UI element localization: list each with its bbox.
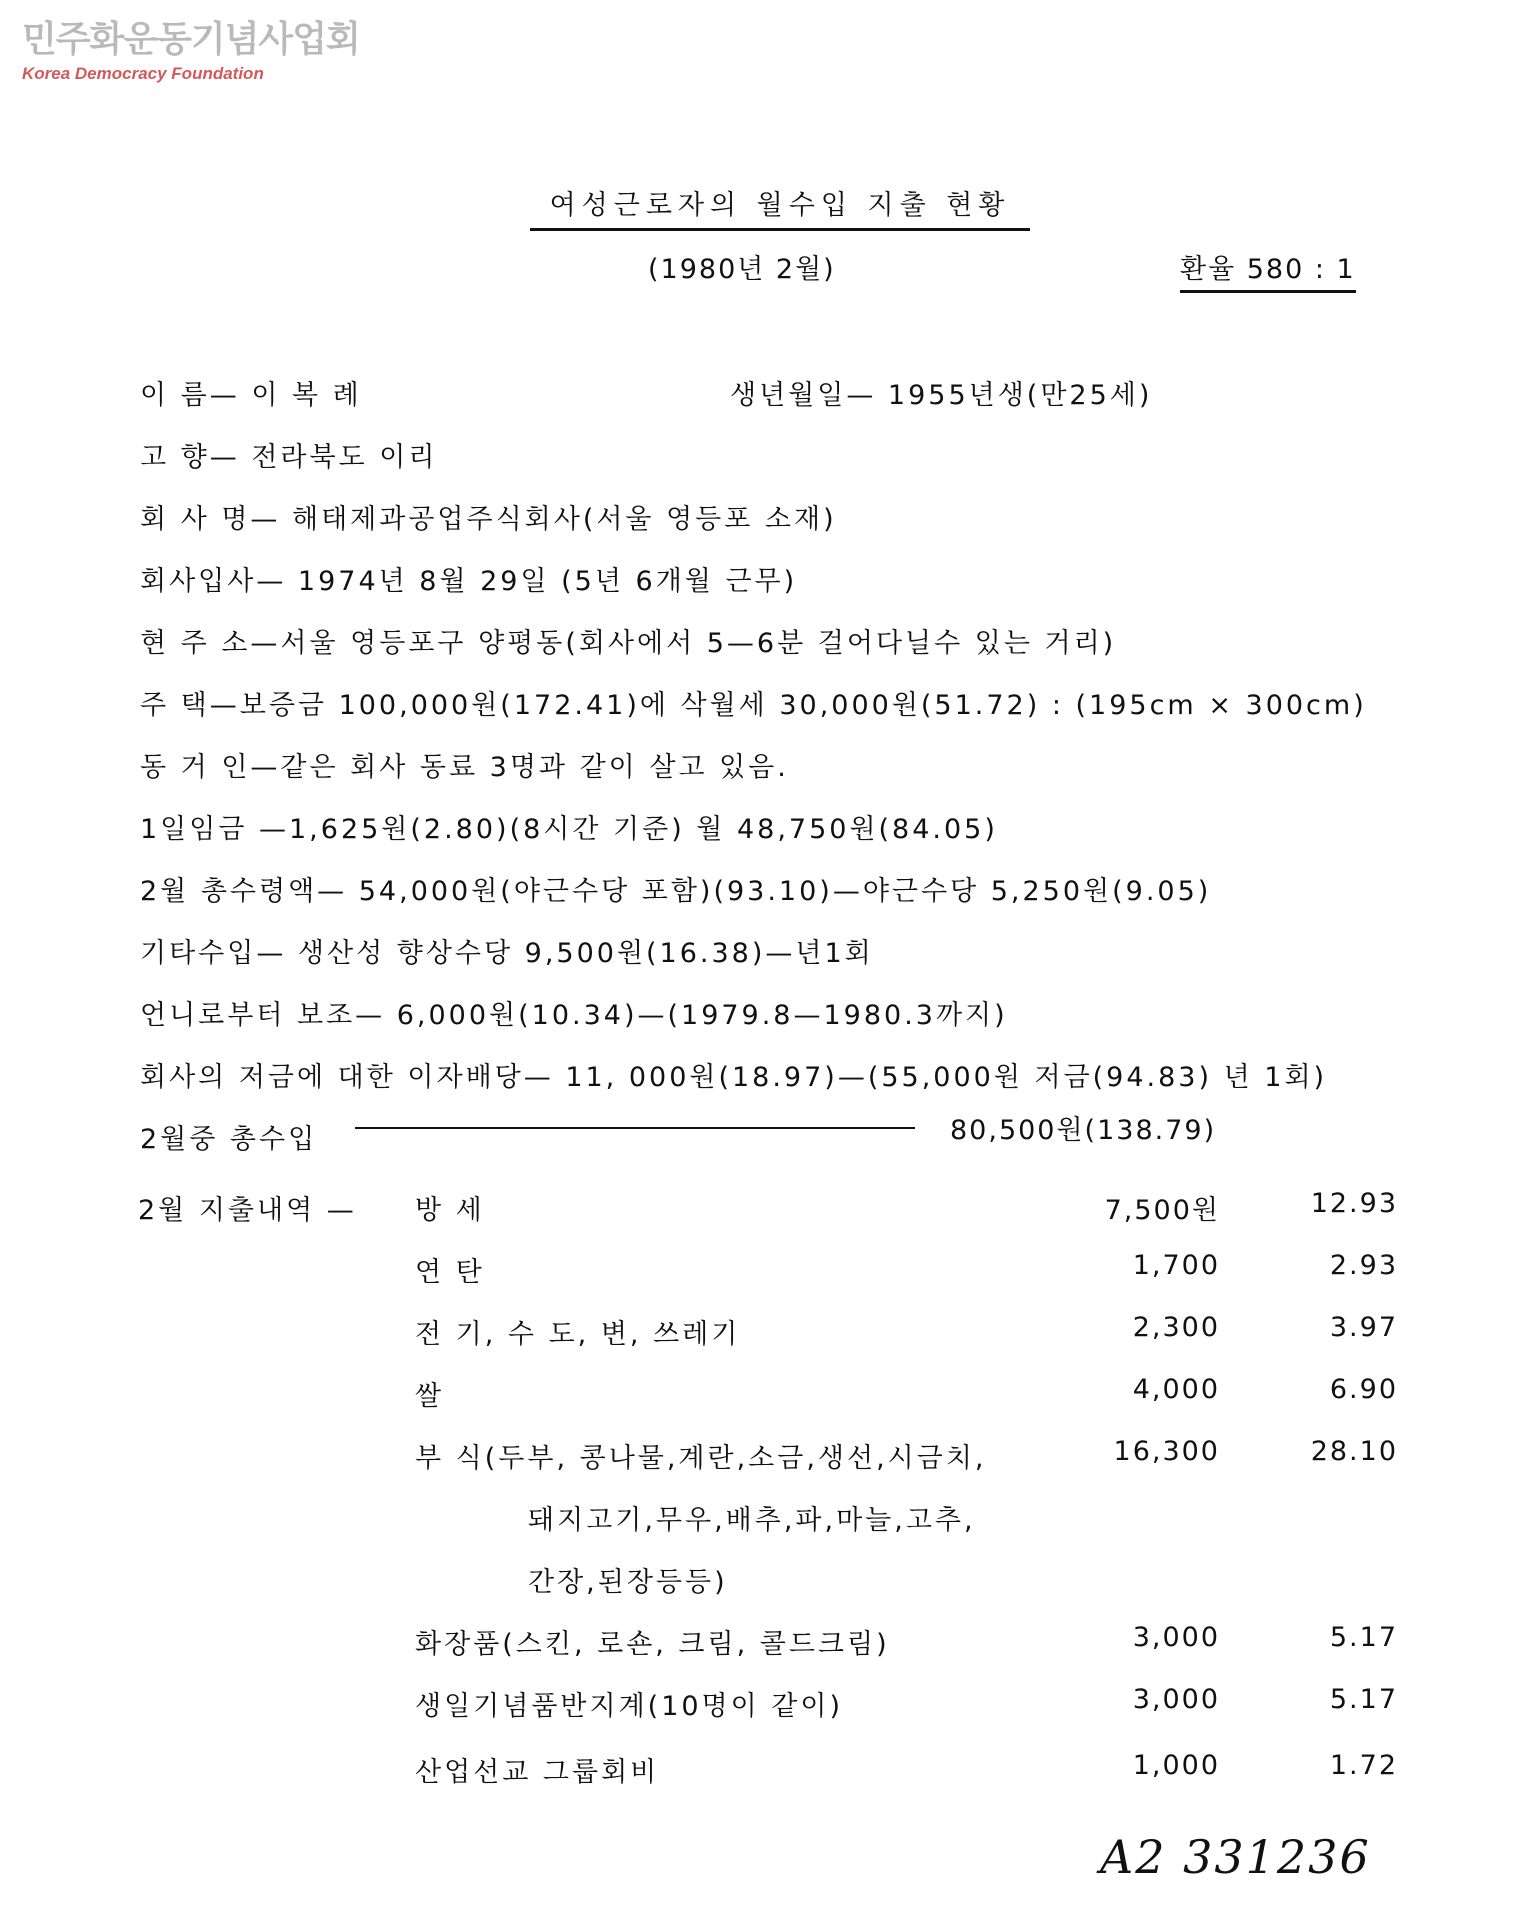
profile-name: 이 름— 이 복 례 <box>140 380 362 411</box>
watermark-english: Korea Democracy Foundation <box>22 64 264 83</box>
expense-item-amount: 3,000 <box>1132 1684 1220 1715</box>
profile-feb-pay: 2월 총수령액— 54,000원(야근수당 포함)(93.10)—야근수당 5,250원(9.05) <box>140 876 1212 907</box>
expense-item-percent: 6.90 <box>1329 1374 1398 1405</box>
profile-housing: 주 택—보증금 100,000원(172.41)에 삭월세 30,000원(51.72) : (195cm × 300cm) <box>140 690 1367 721</box>
expense-item-amount: 3,000 <box>1132 1622 1220 1653</box>
archive-number: A2 331236 <box>1100 1830 1371 1884</box>
expense-item-continuation: 간장,된장등등) <box>528 1567 728 1598</box>
expense-item-amount: 16,300 <box>1113 1436 1220 1467</box>
total-income-label: 2월중 총수입 <box>140 1124 318 1155</box>
expense-item-amount: 4,000 <box>1132 1374 1220 1405</box>
expense-item-percent: 3.97 <box>1329 1312 1398 1343</box>
document-date: (1980년 2월) <box>648 254 836 285</box>
profile-other-income: 기타수입— 생산성 향상수당 9,500원(16.38)—년1회 <box>140 938 874 969</box>
expense-item-name: 부 식(두부, 콩나물,계란,소금,생선,시금치, <box>415 1443 987 1474</box>
expense-item-name: 쌀 <box>415 1381 445 1412</box>
expense-item-name: 산업선교 그룹회비 <box>415 1757 660 1788</box>
profile-hometown: 고 향— 전라북도 이리 <box>140 442 438 473</box>
profile-joined: 회사입사— 1974년 8월 29일 (5년 6개월 근무) <box>140 566 798 597</box>
expense-item-amount: 2,300 <box>1132 1312 1220 1343</box>
expense-item-name: 화장품(스킨, 로숀, 크림, 콜드크림) <box>415 1629 890 1660</box>
expense-item-name: 생일기념품반지계(10명이 같이) <box>415 1691 843 1722</box>
total-leader-line <box>355 1127 915 1129</box>
expense-item-name: 방 세 <box>415 1195 485 1226</box>
expense-item-name: 전 기, 수 도, 변, 쓰레기 <box>415 1319 741 1350</box>
total-income-amount: 80,500원(138.79) <box>950 1115 1217 1146</box>
profile-birth: 생년월일— 1955년생(만25세) <box>730 380 1153 411</box>
expense-item-percent: 5.17 <box>1329 1684 1398 1715</box>
expense-item-continuation: 돼지고기,무우,배추,파,마늘,고추, <box>528 1505 976 1536</box>
profile-support: 언니로부터 보조— 6,000원(10.34)—(1979.8—1980.3까지) <box>140 1000 1008 1031</box>
expense-item-percent: 12.93 <box>1310 1188 1398 1219</box>
document-title: 여성근로자의 월수입 지출 현황 <box>530 183 1030 231</box>
profile-cohabitants: 동 거 인—같은 회사 동료 3명과 같이 살고 있음. <box>140 752 789 783</box>
expense-item-amount: 1,000 <box>1132 1750 1220 1781</box>
profile-savings-interest: 회사의 저금에 대한 이자배당— 11, 000원(18.97)—(55,000원 저금(94.83) 년 1회) <box>140 1062 1328 1093</box>
expense-item-percent: 28.10 <box>1310 1436 1398 1467</box>
profile-company: 회 사 명— 해태제과공업주식회사(서울 영등포 소재) <box>140 504 837 535</box>
exchange-rate: 환율 580 : 1 <box>1180 247 1356 293</box>
expense-item-amount: 7,500원 <box>1104 1195 1220 1226</box>
expenses-label: 2월 지출내역 — <box>138 1195 357 1226</box>
profile-address: 현 주 소—서울 영등포구 양평동(회사에서 5—6분 걸어다닐수 있는 거리) <box>140 628 1117 659</box>
expense-item-name: 연 탄 <box>415 1257 485 1288</box>
foundation-watermark <box>22 19 360 84</box>
expense-item-amount: 1,700 <box>1132 1250 1220 1281</box>
watermark-korean: 민주화운동기념사업회 <box>22 19 360 60</box>
expense-item-percent: 2.93 <box>1329 1250 1398 1281</box>
expense-item-percent: 1.72 <box>1329 1750 1398 1781</box>
profile-daily-wage: 1일임금 —1,625원(2.80)(8시간 기준) 월 48,750원(84.05) <box>140 814 998 845</box>
expense-item-percent: 5.17 <box>1329 1622 1398 1653</box>
